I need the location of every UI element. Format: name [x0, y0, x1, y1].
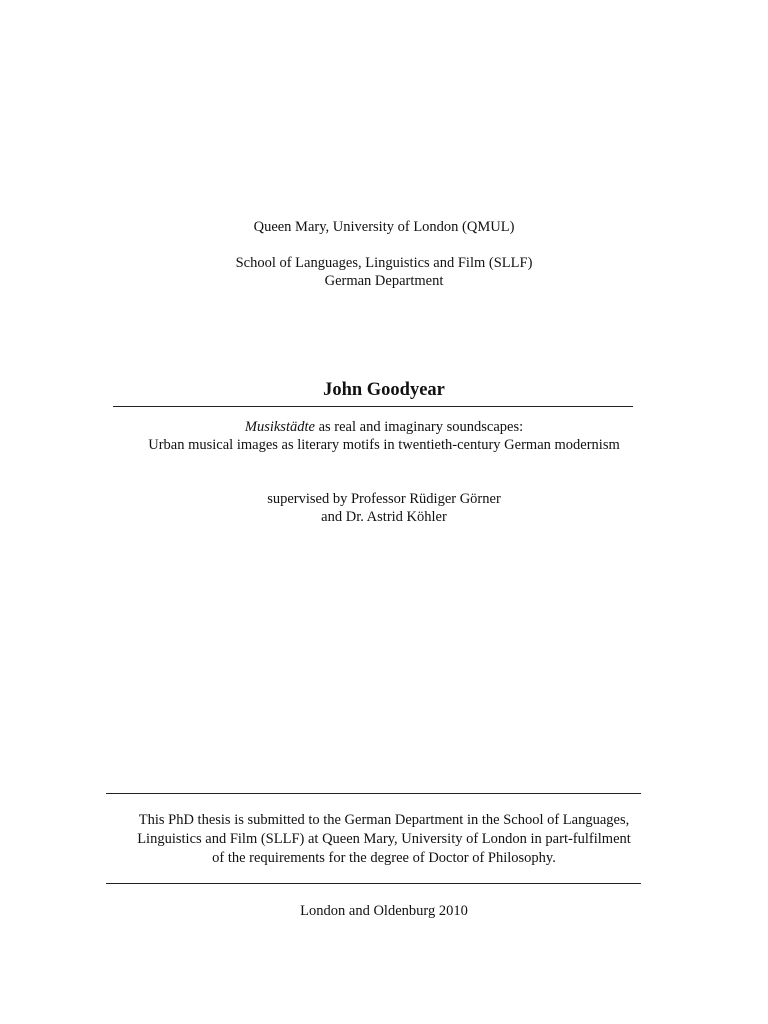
thesis-title-line-1: [0, 418, 768, 436]
university-name: Queen Mary, University of London (QMUL): [253, 219, 515, 235]
department-name: German Department: [324, 273, 444, 289]
statement-line-2: Linguistics and Film (SLLF) at Queen Mary, University of London in part-fulfilment: [137, 831, 631, 847]
place-and-year: London and Oldenburg 2010: [300, 903, 468, 919]
thesis-title-italic: Musikstädte: [244, 419, 315, 435]
supervisor-line-1: supervised by Professor Rüdiger Görner: [267, 491, 501, 507]
author-name: John Goodyear: [323, 380, 445, 400]
statement-top-divider: [106, 793, 641, 794]
thesis-title-rest: as real and imaginary soundscapes:: [314, 419, 524, 435]
thesis-title-line-2: Urban musical images as literary motifs in twentieth-century German modernism: [148, 437, 620, 453]
school-name: School of Languages, Linguistics and Film (SLLF): [235, 255, 533, 271]
statement-line-3: of the requirements for the degree of Doctor of Philosophy.: [212, 850, 556, 866]
supervisor-line-2: and Dr. Astrid Köhler: [321, 509, 447, 525]
author-divider: [113, 406, 633, 407]
statement-line-1: This PhD thesis is submitted to the German Department in the School of Languages,: [138, 812, 630, 828]
statement-bottom-divider: [106, 883, 641, 884]
